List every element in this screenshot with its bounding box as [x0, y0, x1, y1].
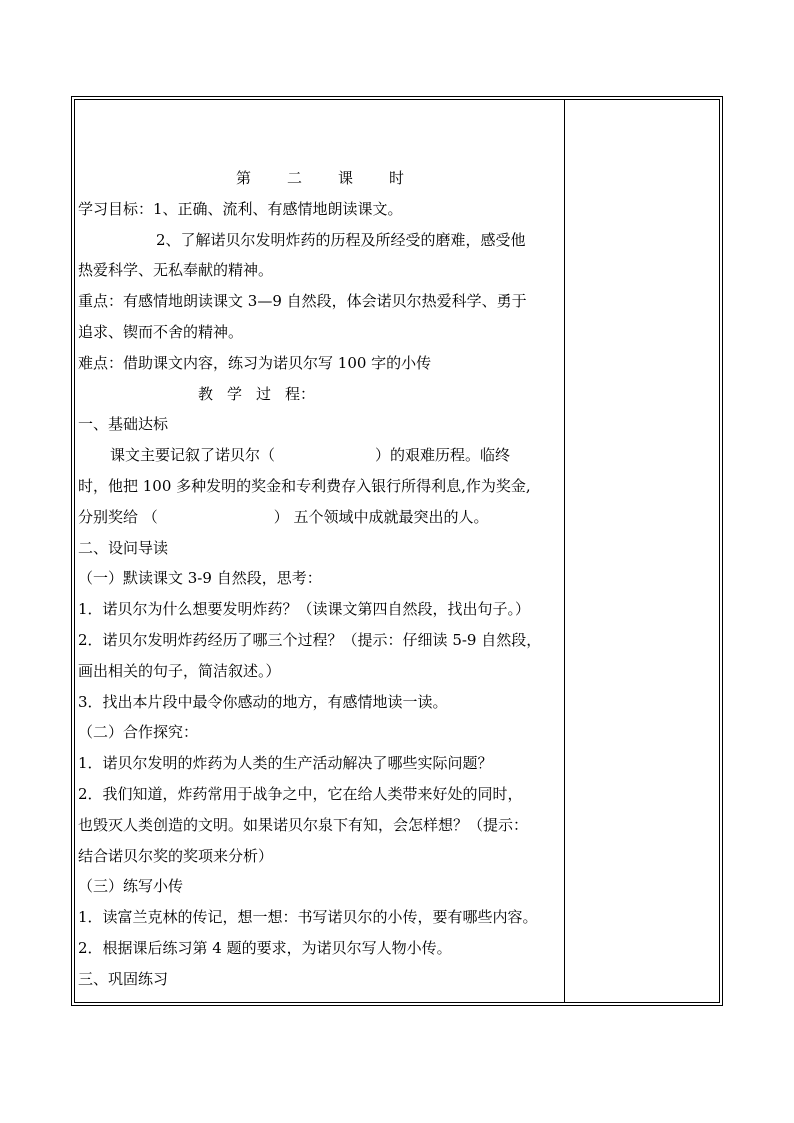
process-char: 学: [227, 384, 243, 403]
process-heading: [78, 379, 562, 410]
section1-line-3-b: ） 五个领域中成就最突出的人。: [273, 507, 489, 526]
write-2: 2．根据课后练习第 4 题的要求，为诺贝尔写人物小传。: [78, 938, 452, 957]
section1-line-2: 时，他把 100 多种发明的奖金和专利费存入银行所得利息,作为奖金,: [78, 476, 531, 495]
section1-heading: 一、基础达标: [78, 415, 169, 434]
lesson-title: [78, 163, 562, 194]
process-char: 程：: [285, 384, 316, 403]
cooperate-2-line-2: 也毁灭人类创造的文明。如果诺贝尔泉下有知，会怎样想？（提示：: [78, 815, 529, 834]
section1-line-1-a: 课文主要记叙了诺贝尔（: [110, 446, 276, 465]
section3-heading: 三、巩固练习: [78, 969, 169, 988]
write-1: 1．读富兰克林的传记，想一想：书写诺贝尔的小传，要有哪些内容。: [78, 908, 538, 927]
section1-line-1-b: ）的艰难历程。临终: [375, 446, 511, 465]
title-char: 二: [286, 169, 302, 187]
lesson-content: [78, 163, 562, 995]
section2-sub3: （三）练写小传: [78, 877, 184, 896]
cooperate-1: 1．诺贝尔发明的炸药为人类的生产活动解决了哪些实际问题？: [78, 754, 493, 773]
process-char: 过: [256, 384, 272, 403]
key-point-line-2: 追求、锲而不舍的精神。: [78, 322, 244, 341]
key-point-line-1: 重点：有感情地朗读课文 3—9 自然段，体会诺贝尔热爱科学、勇于: [78, 292, 527, 311]
section2-heading: 二、设问导读: [78, 538, 169, 557]
section2-sub1: （一）默读课文 3-9 自然段，思考：: [78, 569, 322, 588]
title-char: 课: [338, 169, 354, 187]
section1-line-3: [78, 502, 562, 533]
title-char: 第: [235, 169, 251, 187]
question-2-line-1: 2．诺贝尔发明炸药经历了哪三个过程？（提示：仔细读 5-9 自然段，: [78, 630, 542, 649]
column-divider: [564, 99, 565, 1003]
section2-sub2: （二）合作探究：: [78, 723, 199, 742]
section1-line-3-a: 分别奖给 （: [78, 507, 158, 526]
cooperate-2-line-1: 2．我们知道，炸药常用于战争之中，它在给人类带来好处的同时，: [78, 784, 523, 803]
objectives-line-3: 热爱科学、无私奉献的精神。: [78, 261, 274, 280]
title-char: 时: [389, 169, 405, 187]
question-1: 1．诺贝尔为什么想要发明炸药？（读课文第四自然段，找出句子。）: [78, 600, 531, 619]
objectives-line-2: 2、了解诺贝尔发明炸药的历程及所经受的磨难，感受他: [156, 230, 526, 249]
difficulty-line: 难点：借助课文内容，练习为诺贝尔写 100 字的小传: [78, 353, 432, 372]
cooperate-2-line-3: 结合诺贝尔奖的奖项来分析）: [78, 846, 274, 865]
question-2-line-2: 画出相关的句子，简洁叙述。）: [78, 661, 281, 680]
question-3: 3．找出本片段中最令你感动的地方，有感情地读一读。: [78, 692, 448, 711]
process-char: 教: [198, 384, 214, 403]
objectives-line-1: 学习目标：1、正确、流利、有感情地朗读课文。: [78, 199, 403, 218]
section1-line-1: [78, 440, 562, 471]
